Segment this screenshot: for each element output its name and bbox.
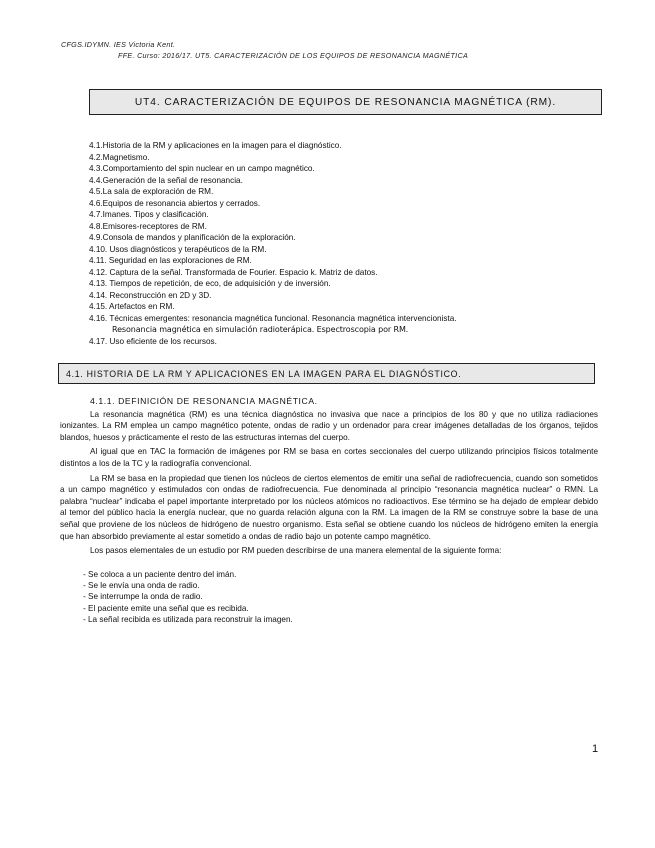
toc-item: 4.5.La sala de exploración de RM. [89,187,214,196]
document-title: UT4. CARACTERIZACIÓN DE EQUIPOS DE RESONANCIA MAGNÉTICA (RM). [134,96,557,108]
toc-item: 4.17. Uso eficiente de los recursos. [89,336,217,346]
toc-item: 4.7.Imanes. Tipos y clasificación. [89,210,209,219]
list-item: - El paciente emite una señal que es recibida. [83,603,249,613]
header-course: FFE. Curso: 2016/17. UT5. CARACTERIZACIÓN DE LOS EQUIPOS DE RESONANCIA MAGNÉTICA [118,51,469,60]
subsection-title: 4.1.1. DEFINICIÓN DE RESONANCIA MAGNÉTICA. [90,396,318,406]
toc-item-continuation: Resonancia magnética en simulación radioterápica. Espectroscopia por RM. [112,325,409,334]
steps-list [60,569,598,625]
toc-item: 4.16. Técnicas emergentes: resonancia magnética funcional. Resonancia magnética intervencionista. [89,313,457,323]
list-item: - Se interrumpe la onda de radio. [83,592,203,602]
toc-item: 4.1.Historia de la RM y aplicaciones en la imagen para el diagnóstico. [89,141,342,150]
section-title-box [58,363,595,384]
document-title-box [89,89,602,115]
toc-item: 4.9.Consola de mandos y planificación de la exploración. [89,233,296,242]
header-institution: CFGS.IDYMN. IES Victoria Kent. [61,40,176,49]
toc-item: 4.11. Seguridad en las exploraciones de RM. [89,256,252,265]
toc-item: 4.12. Captura de la señal. Transformada de Fourier. Espacio k. Matriz de datos. [89,267,378,277]
paragraph: Al igual que en TAC la formación de imágenes por RM se basa en cortes seccionales del cuerpo utilizando principios físicos totalmente distintos a los de la TC y la radiografía convencional. [60,447,598,468]
toc-item: 4.4.Generación de la señal de resonancia. [89,175,243,185]
page-number: 1 [592,743,599,755]
toc-item: 4.8.Emisores-receptores de RM. [89,221,207,231]
toc-item: 4.13. Tiempos de repetición, de eco, de adquisición y de inversión. [89,279,331,288]
toc-item: 4.6.Equipos de resonancia abiertos y cerrados. [89,198,261,208]
toc-item: 4.14. Reconstrucción en 2D y 3D. [89,290,212,300]
list-item: - La señal recibida es utilizada para reconstruir la imagen. [83,614,293,624]
list-item: - Se coloca a un paciente dentro del imán. [83,569,237,579]
toc-item: 4.3.Comportamiento del spin nuclear en un campo magnético. [89,164,315,173]
paragraph: La RM se basa en la propiedad que tienen los núcleos de ciertos elementos de emitir una señal de radiofrecuencia, cuando son sometidos a un campo magnético y estimulados con ondas de radiofrecuencia. Fue denominada al principio “resonancia magnética nuclear” o RMN. La palabra “nuclear” indicaba el papel importante interpretado por los núcleos atómicos no radioactivos. Ese término se ha dejado de emplear debido al temor del público hacia la energía nuclear, que no guarda relación alguna con la RM. La imagen de la RM se construye sobre la base de una señal que proviene de los núcleos de hidrógeno de nuestro organismo. Esta señal se obtiene cuando los núcleos de hidrógeno emiten la energía que han absorbido previamente al estar sometido a ondas de radio bajo un potente campo magnético. [60,473,598,541]
toc-item: 4.2.Magnetismo. [89,152,150,162]
section-body [60,394,598,625]
toc-item: 4.15. Artefactos en RM. [89,302,175,311]
paragraph: La resonancia magnética (RM) es una técnica diagnóstica no invasiva que nace a principios de los 80 y que no utiliza radiaciones ionizantes. La RM emplea un campo magnético potente, ondas de radio y un ordenador para crear imágenes detalladas de los órganos, tejidos blandos, huesos y prácticamente el resto de las estructuras internas del cuerpo. [60,409,598,442]
section-title: 4.1. HISTORIA DE LA RM Y APLICACIONES EN LA IMAGEN PARA EL DIAGNÓSTICO. [66,368,462,379]
paragraph: Los pasos elementales de un estudio por RM pueden describirse de una manera elemental de la siguiente forma: [90,546,502,556]
list-item: - Se le envía una onda de radio. [83,581,200,591]
table-of-contents [89,140,609,347]
toc-item: 4.10. Usos diagnósticos y terapéuticos de la RM. [89,244,267,254]
